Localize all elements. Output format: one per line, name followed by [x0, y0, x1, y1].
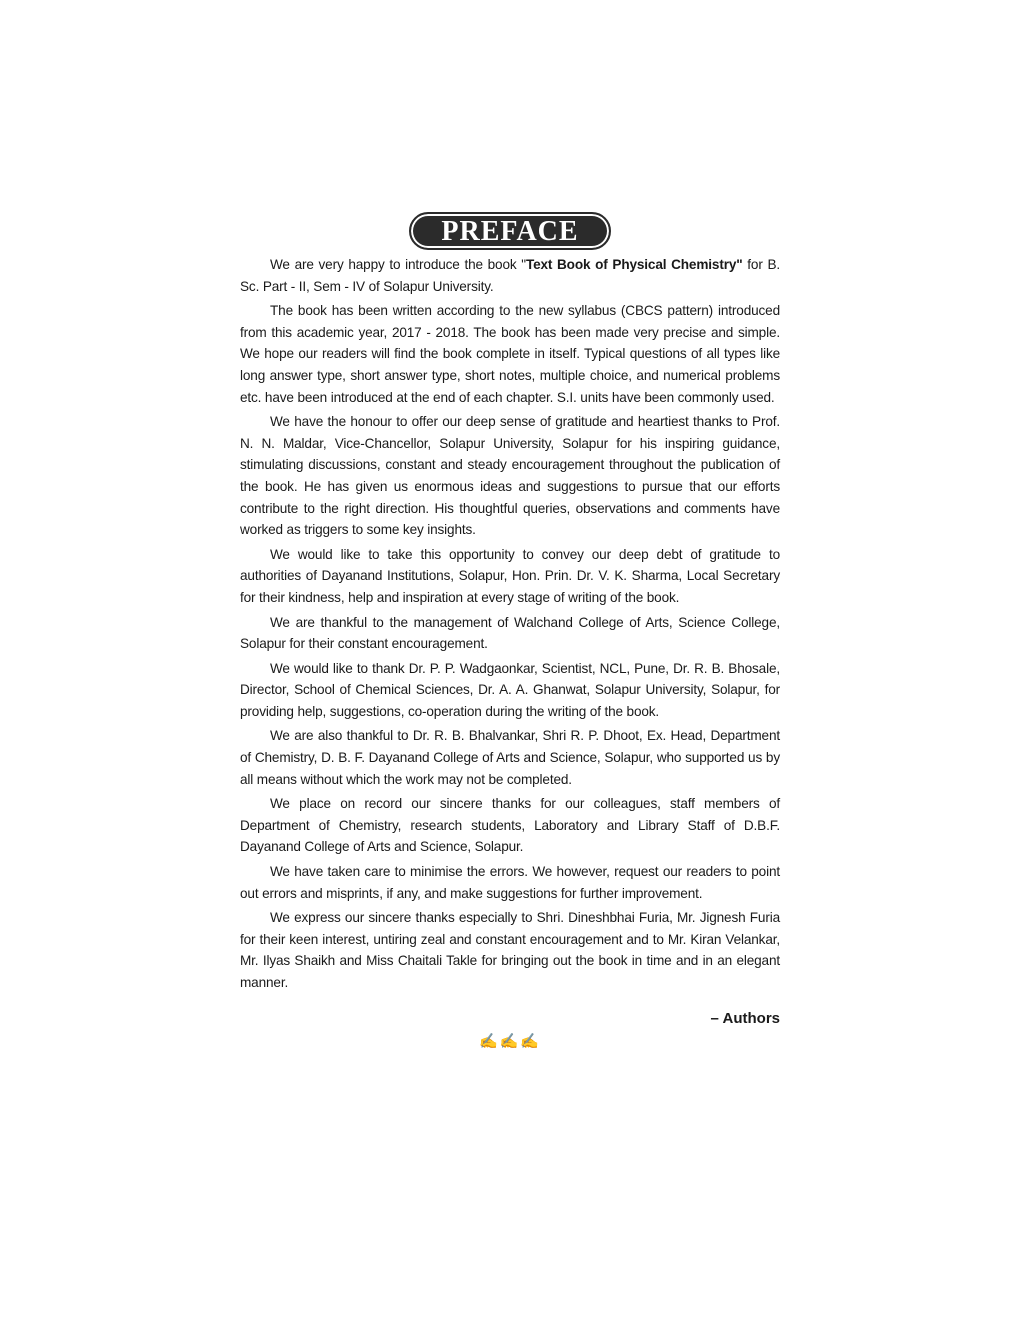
paragraph-2: The book has been written according to the new syllabus (CBCS pattern) introduced from this academic year, 2017 - 2018. The book has been made very precise and simple. We hope our readers will find the book complete in itself. Typical questions of all types like long answer type, short answer type, short notes, multiple choice, and numerical problems etc. have been introduced at the end of each chapter. S.I. units have been commonly used.	[240, 303, 780, 405]
paragraph-5: We are thankful to the management of Walchand College of Arts, Science College, Solapur for their constant encouragement.	[240, 614, 780, 652]
paragraph-6: We would like to thank Dr. P. P. Wadgaonkar, Scientist, NCL, Pune, Dr. R. B. Bhosale, Director, School of Chemical Sciences, Dr. A. A. Ghanwat, Solapur University, Solapur, for providing help, suggestions, co-operation during the writing of the book.	[240, 660, 780, 719]
writing-hand-icon: ✍✍✍	[478, 1032, 542, 1050]
paragraph-9: We have taken care to minimise the errors. We however, request our readers to point out errors and misprints, if any, and make suggestions for further improvement.	[240, 864, 780, 901]
title-container	[240, 212, 780, 250]
paragraph-4: We would like to take this opportunity to convey our deep debt of gratitude to authorities of Dayanand Institutions, Solapur, Hon. Prin. Dr. V. K. Sharma, Local Secretary for their kindness, help and inspiration at every stage of writing of the book.	[240, 546, 780, 605]
book-title: Text Book of Physical Chemistry"	[525, 257, 743, 272]
paragraph-7: We are also thankful to Dr. R. B. Bhalvankar, Shri R. P. Dhoot, Ex. Head, Department of Chemistry, D. B. F. Dayanand College of Arts and Science, Solapur, who supported us by all means without which the work may not be completed.	[240, 728, 780, 787]
page-title: PREFACE	[409, 212, 610, 250]
paragraph-1-tail: for B. Sc. Part - II, Sem - IV of Solapur University.	[240, 257, 780, 294]
paragraph-10: We express our sincere thanks especially to Shri. Dineshbhai Furia, Mr. Jignesh Furia for their keen interest, untiring zeal and constant encouragement and to Mr. Kiran Velankar, Mr. Ilyas Shaikh and Miss Chaitali Takle for bringing out the book in time and in an elegant manner.	[240, 910, 780, 990]
paragraph-1	[240, 254, 780, 297]
paragraph-3: We have the honour to offer our deep sense of gratitude and heartiest thanks to Prof. N. N. Maldar, Vice-Chancellor, Solapur University, Solapur for his inspiring guidance, stimulating discussions, constant and steady encouragement throughout the publication of the book. He has given us enormous ideas and suggestions to pursue that our efforts contribute to the right direction. His thoughtful queries, observations and comments have worked as triggers to some key insights.	[240, 414, 780, 538]
paragraph-8: We place on record our sincere thanks for our colleagues, staff members of Department of Chemistry, research students, Laboratory and Library Staff of D.B.F. Dayanand College of Arts and Science, Solapur.	[240, 796, 780, 855]
preface-page	[240, 212, 780, 1050]
paragraph-1-lead: We are very happy to introduce the book "	[270, 257, 526, 272]
authors-signoff: – Authors	[710, 1009, 780, 1027]
